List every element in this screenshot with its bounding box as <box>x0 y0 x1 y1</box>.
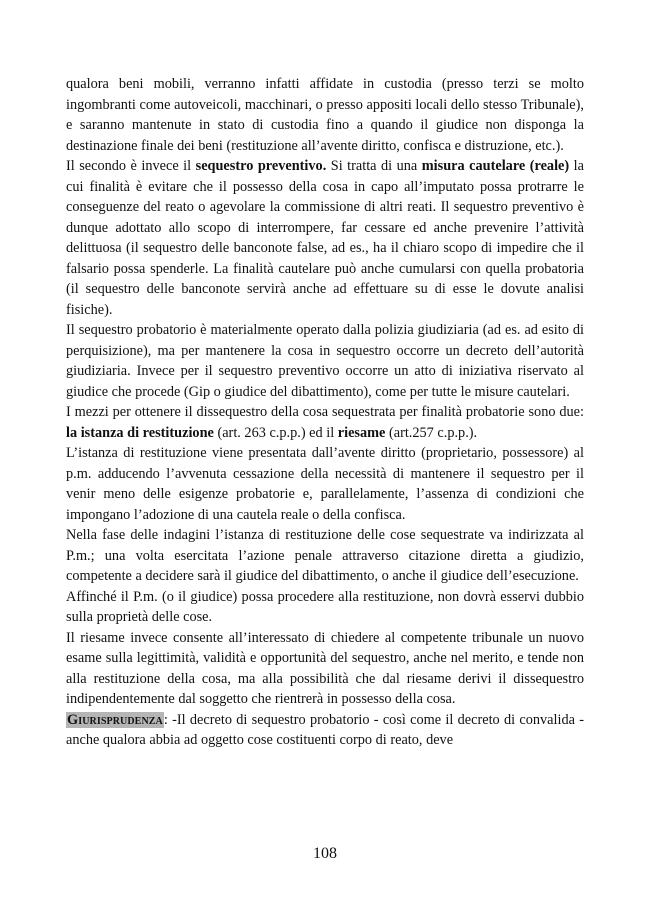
term-review: riesame <box>337 424 386 441</box>
case-law-label: Giurisprudenza <box>67 711 163 728</box>
paragraph-investigation-phase: Nella fase delle indagini l’istanza di restituzione delle cose sequestrate va indirizzata al P.m.; una volta esercitata l’azione penale attraverso citazione diretta a giudizio, competente a decidere sarà il giudice del dibattimento, o anche il giudice dell’esecuzione. <box>66 527 584 584</box>
paragraph-restitution-request: L’istanza di restituzione viene presentata dall’avente diritto (proprietario, possessore) al p.m. adducendo l’avvenuta cessazione della necessità di mantenere il sequestro per il venir meno delle esigenze probatorie e, parallelamente, l’assenza di condizioni che impongano l’adozione di una cautela reale o della confisca. <box>66 445 584 523</box>
case-law-text: : -Il decreto di sequestro probatorio - così come il decreto di convalida - anche qualora abbia ad oggetto cose costituenti corpo di reato, deve <box>66 711 584 748</box>
page-body <box>66 74 584 751</box>
term-preventive-seizure: sequestro preventivo. <box>195 158 327 174</box>
paragraph-review: Il riesame invece consente all’interessato di chiedere al competente tribunale un nuovo esame sulla legittimità, validità e opportunità del sequestro, anche nel merito, e tende non alla restituzione della cosa, ma alla possibilità che dal riesame derivi il dissequestro indipendentemente dal soggetto che rientrerà in possesso della cosa. <box>66 629 584 707</box>
paragraph-preventive-seizure <box>66 156 584 320</box>
text: I mezzi per ottenere il dissequestro della cosa sequestrata per finalità probatorie sono due: <box>66 404 584 420</box>
term-restitution-request: la istanza di restituzione <box>66 424 214 441</box>
paragraph-custody: qualora beni mobili, verranno infatti affidate in custodia (presso terzi se molto ingombranti come autoveicoli, macchinari, o presso appositi locali dello stesso Tribunale), e saranno mantenute in stato di custodia fino a quando il giudice non disponga la destinazione finale dei beni (restituzione all’avente diritto, confisca e distruzione, etc.). <box>66 76 584 154</box>
paragraph-probative-seizure: Il sequestro probatorio è materialmente operato dalla polizia giudiziaria (ad es. ad esito di perquisizione), ma per mantenere la cosa in sequestro occorre un decreto dell’autorità giudiziaria. Invece per il sequestro preventivo occorre un atto di iniziativa riservato al giudice che procede (Gip o giudice del dibattimento), come per tutte le misure cautelari. <box>66 322 584 400</box>
text: Il secondo è invece il <box>66 158 196 174</box>
text: la cui finalità è evitare che il possesso della cosa in capo all’imputato possa protrarre le conseguenze del reato o agevolare la commissione di altri reati. Il sequestro preventivo è dunque adottato allo scopo di interrompere, far cessare ed anche prevenire l’attività delittuosa (il sequestro delle banconote false, ad es., ha il chiaro scopo di impedire che il falsario possa spenderle. La finalità cautelare può anche cumularsi con quella probatoria (il sequestro delle banconote servirà anche ad effettuare su di esse le dovute analisi fisiche). <box>66 158 584 318</box>
text: Si tratta di una <box>326 158 422 174</box>
term-precautionary-measure: misura cautelare (reale) <box>421 158 570 174</box>
text: (art. 263 c.p.p.) ed il <box>213 424 338 441</box>
text: (art.257 c.p.p.). <box>385 424 478 441</box>
paragraph-release-means <box>66 402 584 443</box>
page-number: 108 <box>313 845 337 862</box>
paragraph-ownership: Affinché il P.m. (o il giudice) possa procedere alla restituzione, non dovrà esservi dubbio sulla proprietà delle cose. <box>66 588 584 625</box>
paragraph-case-law <box>66 710 584 751</box>
